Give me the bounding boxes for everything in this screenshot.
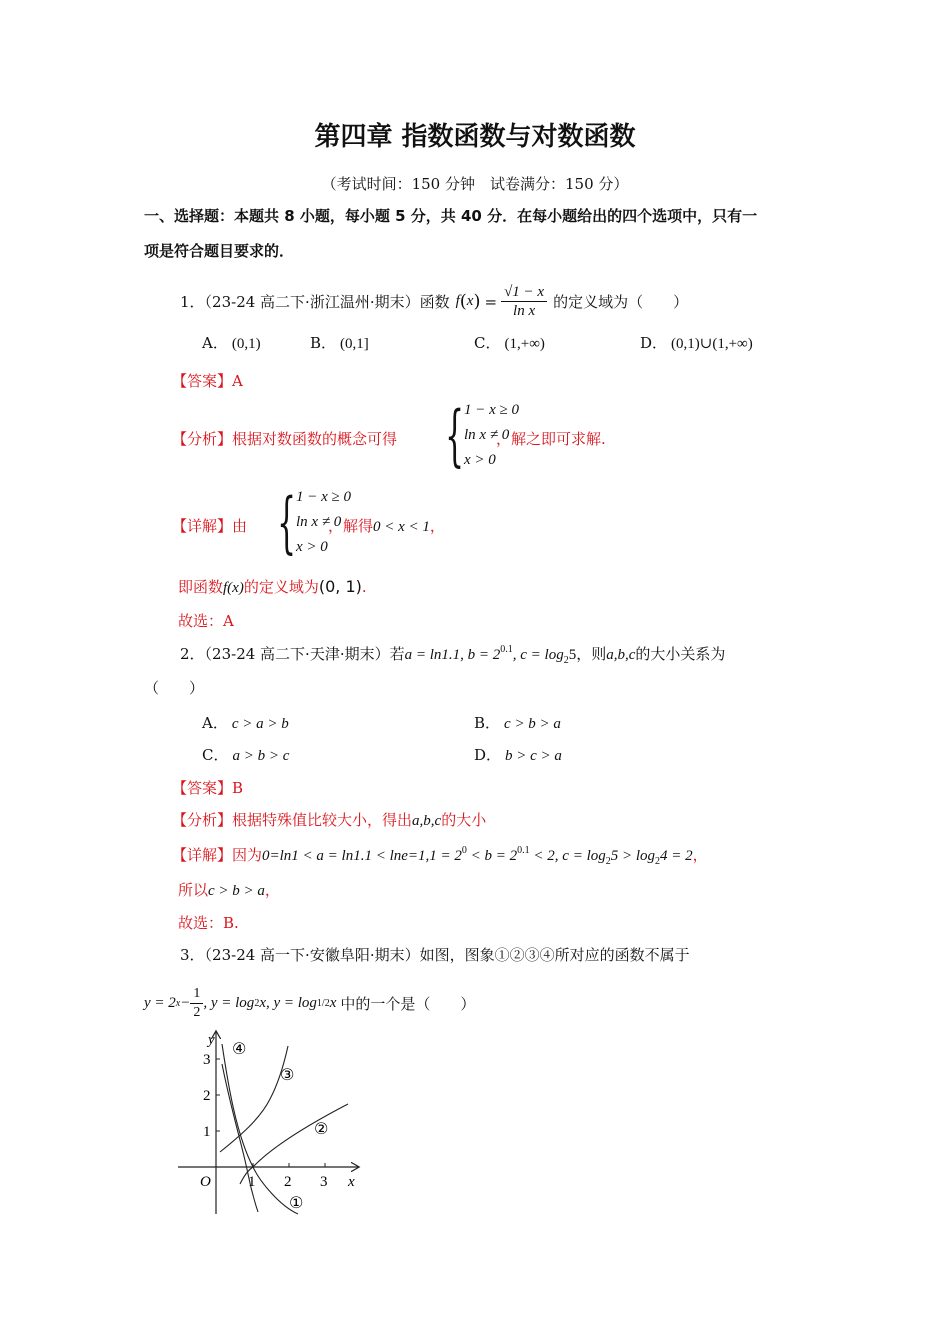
q1-option-c-label: C．	[474, 334, 501, 352]
question-1-prefix: 1．（23-24 高二下·浙江温州·期末）函数	[180, 293, 450, 311]
x-axis-label: x	[348, 1174, 355, 1190]
q2-detail-end: ，	[692, 846, 708, 864]
q1-denominator: ln x	[513, 303, 536, 319]
q1-option-d-text: (0,1)∪(1,+∞)	[671, 336, 753, 352]
y-tick-label-3: 3	[203, 1052, 211, 1068]
q2-option-c-text: a > b > c	[232, 748, 290, 764]
q2-option-d	[474, 744, 562, 765]
q2-exp1: 0.1	[500, 644, 513, 655]
q2-detail	[172, 844, 708, 867]
q1-analysis-tail: ，解之即可求解.	[496, 430, 606, 448]
q1-sys2-line3: x > 0	[296, 539, 328, 555]
q1-sys1-line3: x > 0	[464, 452, 496, 468]
curve-label-4: ④	[232, 1039, 247, 1058]
q3-half-den: 2	[193, 1005, 201, 1020]
q1-detail-end: ，	[429, 517, 445, 535]
q2-option-b-label: B．	[474, 714, 501, 732]
q2-option-d-label: D．	[474, 746, 502, 764]
q2-mid: ，则	[576, 645, 607, 663]
q2-analysis-b: 的大小	[441, 811, 487, 829]
q1-option-a-label: A．	[202, 334, 228, 352]
q2-detail-b1: 2	[605, 856, 611, 867]
x-tick-label-2: 2	[284, 1174, 292, 1190]
q3-l2base2: 1/2	[316, 998, 330, 1009]
q2-so-a: 所以	[178, 881, 209, 899]
y-tick-label-2: 2	[203, 1088, 211, 1104]
section-heading-line2: 项是符合题目要求的．	[144, 242, 295, 260]
q2-choose: 故选：B.	[178, 914, 239, 932]
q1-conclusion-a: 即函数	[178, 578, 224, 596]
q1-choose: 故选：A	[178, 612, 234, 630]
q1-eq: =	[484, 292, 498, 311]
q2-option-b	[474, 712, 561, 733]
function-graph	[170, 1024, 370, 1224]
q2-option-c-label: C．	[202, 746, 229, 764]
q2-detail-p1: 0=ln1 < a = ln1.1 < lne=1,1 = 2	[262, 848, 462, 864]
q1-detail-solve: ，解得	[328, 517, 374, 535]
q2-option-b-text: c > b > a	[504, 716, 561, 732]
q2-option-c	[202, 744, 289, 765]
q1-conclusion-fx: f(x)	[223, 580, 244, 596]
question-2-suffix: 的大小关系为	[635, 645, 726, 663]
q1-detail-ineq: 0 < x < 1	[373, 519, 430, 535]
q2-option-a-text: c > a > b	[231, 716, 289, 732]
q2-analysis-vars: a,b,c	[412, 813, 442, 829]
q1-detail-tail	[328, 515, 445, 536]
page-title: 第四章 指数函数与对数函数	[314, 122, 636, 152]
x-tick-label-1: 1	[248, 1174, 256, 1190]
q2-detail-p5: 4 = 2	[660, 848, 693, 864]
q3-l2base: 2	[254, 998, 260, 1009]
q2-analysis	[172, 809, 486, 830]
q2-vars: a,b,c	[606, 647, 636, 663]
y-axis-label: y	[208, 1032, 215, 1048]
question-1-suffix: 的定义域为（ ）	[553, 293, 689, 311]
brace-icon: {	[277, 483, 296, 561]
q1-option-c-text: (1,+∞)	[504, 336, 545, 352]
q1-option-b-label: B．	[310, 334, 337, 352]
q2-detail-label: 【详解】因为	[172, 846, 263, 864]
brace-icon: {	[445, 396, 464, 474]
curve-label-3: ③	[280, 1065, 295, 1084]
q2-paren: （ ）	[144, 679, 205, 697]
q1-option-d	[640, 332, 753, 353]
q3-l2c: , y = log	[203, 995, 255, 1011]
q2-expr-a: a = ln1.1, b = 2	[404, 647, 501, 663]
q3-l2exp: x	[175, 998, 181, 1009]
q1-sys1-line1: 1 − x ≥ 0	[464, 402, 520, 418]
q1-sys2-line1: 1 − x ≥ 0	[296, 489, 352, 505]
question-3: 3．（23-24 高一下·安徽阜阳·期末）如图，图象①②③④所对应的函数不属于	[180, 946, 690, 964]
question-3-line2	[144, 985, 475, 1022]
question-1: 1．（23-24 高二下·浙江温州·期末）函数 f ( x ) = $\frac{√1 - x}{\text{ln x}}$ 的定义域为（ ）	[180, 284, 689, 319]
q1-conclusion	[178, 576, 367, 597]
q2-expr-c: , c = log	[512, 647, 564, 663]
q1-conclusion-b: 的定义域为	[243, 578, 319, 596]
q2-answer: 【答案】B	[172, 779, 244, 797]
q1-sys1-line2: ln x ≠ 0	[464, 427, 510, 443]
q2-detail-p4: 5 > log	[610, 848, 656, 864]
q2-so-ineq: c > b > a	[208, 883, 265, 899]
exam-info: （考试时间：150 分钟 试卷满分：150 分）	[321, 175, 629, 193]
q1-conclusion-c: (0, 1)	[318, 577, 362, 596]
q3-l2b: −	[180, 995, 191, 1011]
y-tick-label-1: 1	[203, 1124, 211, 1140]
question-2-prefix: 2．（23-24 高二下·天津·期末）若	[180, 645, 405, 663]
q2-base: 2	[563, 655, 569, 666]
q3-half-fraction	[190, 985, 203, 1022]
curve-label-1: ①	[289, 1193, 304, 1212]
q1-detail-label: 【详解】由	[172, 517, 248, 535]
q2-option-a	[202, 712, 289, 733]
q2-expr-5: 5	[568, 647, 577, 663]
curve-label-2: ②	[314, 1119, 329, 1138]
q1-option-d-label: D．	[640, 334, 668, 352]
q2-so-end: ，	[264, 881, 280, 899]
q1-x: x	[466, 293, 474, 309]
q2-option-a-label: A．	[202, 714, 228, 732]
q1-f: f	[455, 293, 460, 309]
q2-detail-e1: 0	[461, 845, 467, 856]
q1-conclusion-d: .	[361, 578, 367, 596]
q2-so	[178, 879, 280, 900]
question-2	[180, 643, 725, 666]
q2-option-d-text: b > c > a	[505, 748, 562, 764]
q1-fraction	[501, 283, 547, 320]
q2-detail-p3: < 2, c = log	[529, 848, 606, 864]
x-tick-label-3: 3	[320, 1174, 328, 1190]
q2-analysis-a: 【分析】根据特殊值比较大小，得出	[172, 811, 413, 829]
q1-answer: 【答案】A	[172, 372, 243, 390]
q1-option-b	[310, 332, 369, 353]
q1-option-a	[202, 332, 261, 353]
q2-detail-e2: 0.1	[517, 845, 530, 856]
q2-detail-b2: 2	[655, 856, 661, 867]
q1-sys2-line2: ln x ≠ 0	[296, 514, 342, 530]
q1-numerator: √1 − x	[501, 283, 547, 302]
q3-l2a: y = 2	[144, 995, 176, 1011]
q1-analysis-label: 【分析】根据对数函数的概念可得	[172, 430, 398, 448]
q3-l2e: x	[329, 995, 337, 1011]
q1-option-a-text: (0,1)	[231, 336, 261, 352]
section-heading-line1: 一、选择题：本题共 8 小题，每小题 5 分，共 40 分．在每小题给出的四个选项中，只有一	[144, 207, 758, 225]
q1-option-b-text: (0,1]	[340, 336, 369, 352]
q2-detail-p2: < b = 2	[466, 848, 518, 864]
q1-option-c	[474, 332, 545, 353]
q3-half-num: 1	[190, 985, 203, 1004]
q3-l2d: x, y = log	[259, 995, 317, 1011]
origin-label: O	[200, 1174, 211, 1190]
question-3-suffix: 中的一个是（ ）	[340, 995, 476, 1013]
